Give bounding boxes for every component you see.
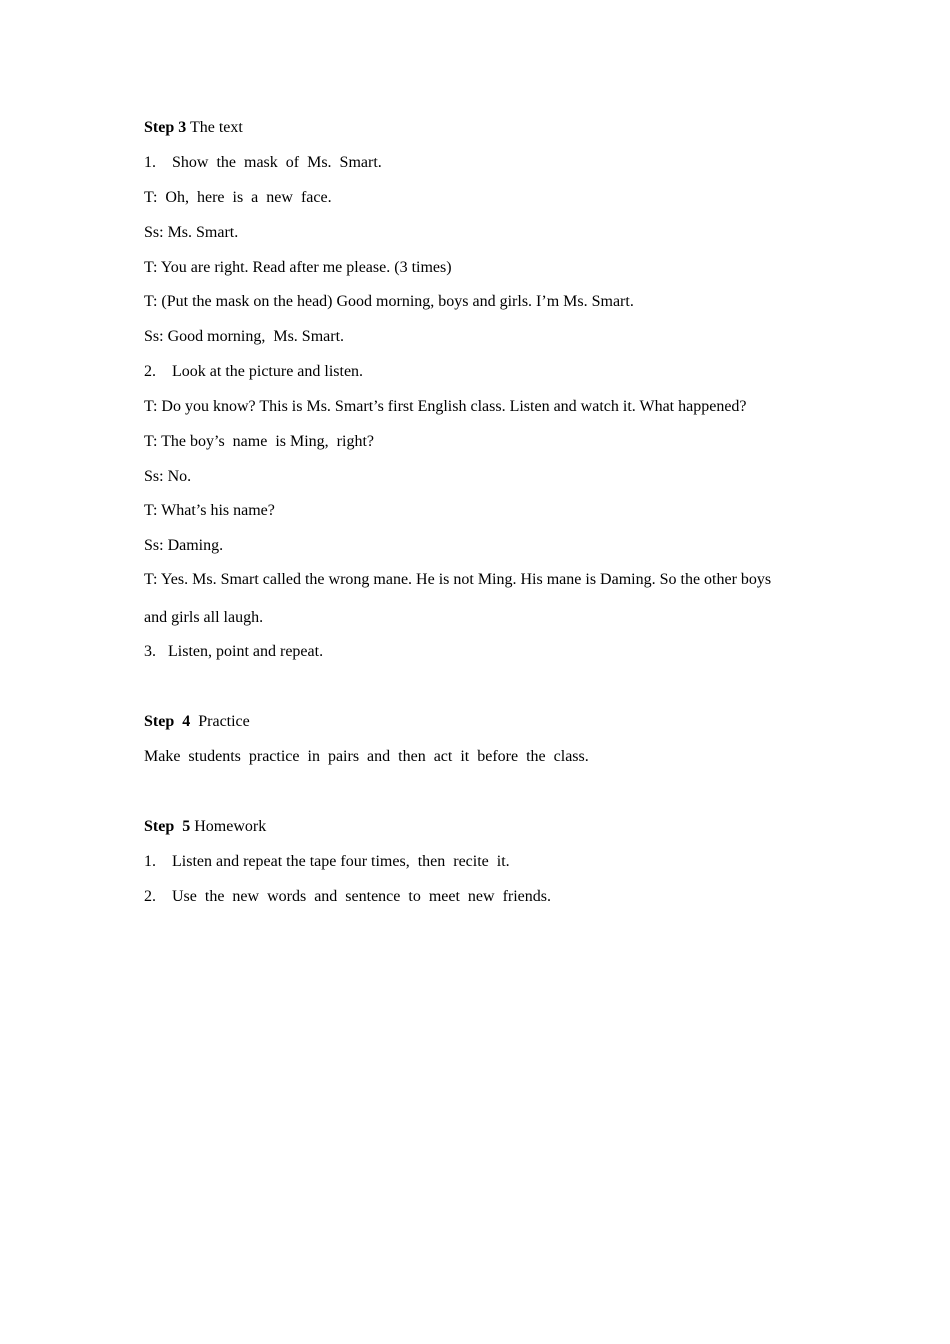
step3-line-3: Ss: Ms. Smart. [144, 224, 239, 241]
step3-line-10: Ss: No. [144, 468, 192, 485]
step5-line-1: 1. Listen and repeat the tape four times, then recite it. [144, 853, 510, 870]
step3-line-15: 3. Listen, point and repeat. [144, 643, 324, 660]
step3-line-1: 1. Show the mask of Ms. Smart. [144, 154, 382, 171]
step5-label: Step 5 [144, 818, 191, 835]
step3-line-9: T: The boy’s name is Ming, right? [144, 433, 374, 450]
step3-line-6: Ss: Good morning, Ms. Smart. [144, 328, 345, 345]
step4-heading [144, 712, 250, 732]
step5-heading [144, 817, 266, 837]
step3-line-7: 2. Look at the picture and listen. [144, 363, 364, 380]
step5-line-2: 2. Use the new words and sentence to meet new friends. [144, 888, 551, 905]
step3-line-4: T: You are right. Read after me please. (3 times) [144, 259, 452, 276]
step5-title: Homework [194, 818, 267, 835]
step3-label: Step 3 [144, 119, 187, 136]
step3-heading [144, 118, 243, 138]
step3-line-8: T: Do you know? This is Ms. Smart’s first English class. Listen and watch it. What happened? [144, 398, 747, 415]
step4-line-1: Make students practice in pairs and then act it before the class. [144, 748, 589, 765]
step3-line-14: and girls all laugh. [144, 609, 264, 626]
step3-title: The text [189, 119, 243, 136]
step3-line-5: T: (Put the mask on the head) Good morning, boys and girls. I’m Ms. Smart. [144, 293, 634, 310]
step4-title: Practice [198, 713, 250, 730]
step3-line-11: T: What’s his name? [144, 502, 275, 519]
step3-line-12: Ss: Daming. [144, 537, 224, 554]
step3-line-2: T: Oh, here is a new face. [144, 189, 332, 206]
step3-line-13: T: Yes. Ms. Smart called the wrong mane. He is not Ming. His mane is Daming. So the other boys [144, 571, 772, 588]
step4-label: Step 4 [144, 713, 191, 730]
